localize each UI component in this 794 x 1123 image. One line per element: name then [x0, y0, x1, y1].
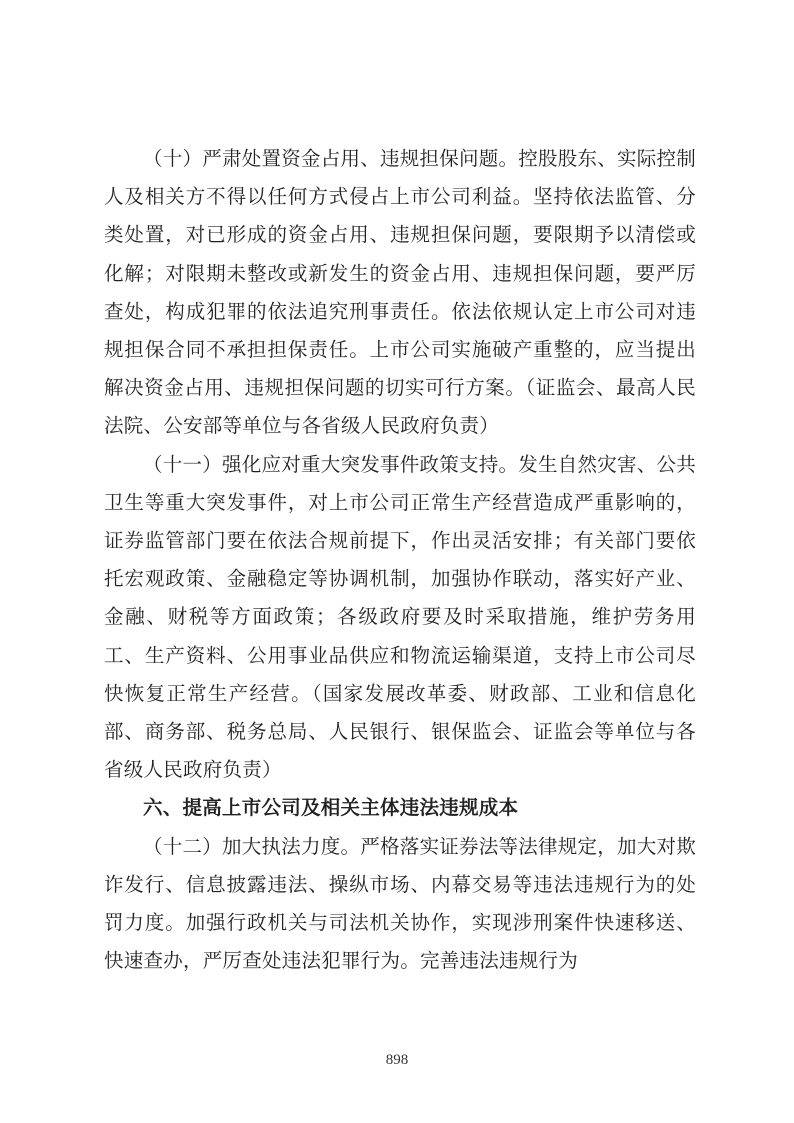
- paragraph-11: （十一）强化应对重大突发事件政策支持。发生自然灾害、公共卫生等重大突发事件，对上市公司正常生产经营造成严重影响的，证券监管部门要在依法合规前提下，作出灵活安排；有关部门要依托宏观政策、金融稳定等协调机制，加强协作联动，落实好产业、金融、财税等方面政策；各级政府要及时采取措施，维护劳务用工、生产资料、公用事业品供应和物流运输渠道，支持上市公司尽快恢复正常生产经营。（国家发展改革委、财政部、工业和信息化部、商务部、税务总局、人民银行、银保监会、证监会等单位与各省级人民政府负责）: [104, 452, 697, 782]
- document-body: [104, 140, 696, 980]
- page-number: 898: [385, 1052, 409, 1068]
- paragraph-10: （十）严肃处置资金占用、违规担保问题。控股股东、实际控制人及相关方不得以任何方式侵占上市公司利益。坚持依法监管、分类处置，对已形成的资金占用、违规担保问题，要限期予以清偿或化解；对限期未整改或新发生的资金占用、违规担保问题，要严厉查处，构成犯罪的依法追究刑事责任。依法依规认定上市公司对违规担保合同不承担担保责任。上市公司实施破产重整的，应当提出解决资金占用、违规担保问题的切实可行方案。（证监会、最高人民法院、公安部等单位与各省级人民政府负责）: [104, 147, 697, 438]
- section-heading: 六、提高上市公司及相关主体违法违规成本: [143, 796, 519, 820]
- paragraph-12: （十二）加大执法力度。严格落实证券法等法律规定，加大对欺诈发行、信息披露违法、操纵市场、内幕交易等违法违规行为的处罚力度。加强行政机关与司法机关协作，实现涉刑案件快速移送、快速查办，严厉查处违法犯罪行为。完善违法违规行为: [104, 834, 697, 973]
